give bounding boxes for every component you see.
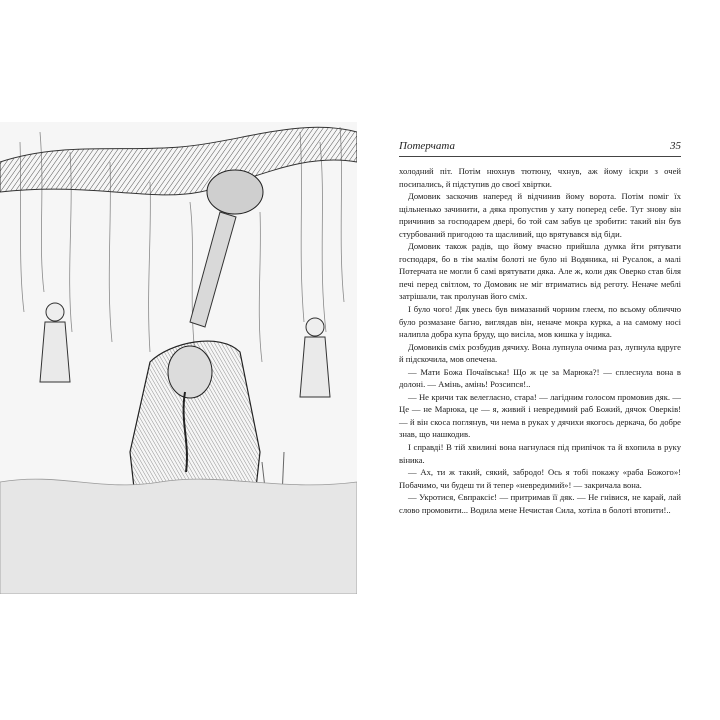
paragraph: І було чого! Дяк увесь був вимазаний чорним глеєм, по всьому обличчю було розмазане багно, виглядав він, неначе мокра курка, а на самому носі налипла добра купа бруду, що висіла, мов кишка у індика.	[399, 304, 681, 340]
paragraph: Домовик також радів, що йому вчасно прийшла думка йти рятувати господаря, бо в тім малім болоті не було ні Водяника, ні Русалок, а малі Потерчата не могли б самі врятувати дяка. Але ж, коли дяк Оверко став біля печі перед світлом, то Домовик не міг втриматись від реготу. Неначе меблі затрішали, так пролунав його сміх.	[399, 241, 681, 302]
paragraph: — Не кричи так велегласно, стара! — лагідним голосом промовив дяк. — Це — не Марюка, це — я, живий і невредимий раб Божий, дячок Оверків! — й він скоса поглянув, чи нема в руках у дячихи якогось деркача, бо добре знав, що нашкодив.	[399, 391, 681, 440]
paragraph: — Укротися, Євпраксіє! — притримав її дяк. — Не гнівися, не карай, лай слово промовити... Водила мене Нечистая Сила, хотіла в болоті втопити!..	[399, 492, 681, 515]
paragraph: Домовик заскочив наперед й відчинив йому ворота. Потім поміг їх щільненько зачинити, а дяка пропустив у хату поперед себе. Тут знову він причинив за господарем двері, бо той сам забув це зробити: такий він був стурбований пригодою та щасливий, що врятувався від біди.	[399, 191, 681, 239]
paragraph: — Мати Божа Почаївська! Що ж це за Марюка?! — сплеснула вона в долоні. — Амінь, амінь! Розсипся!..	[399, 366, 681, 390]
paragraph: холодний піт. Потім нюхнув тютюну, чхнув, аж йому іскри з очей посипались, й підступив до своєї хвіртки.	[399, 166, 681, 189]
domovyk-figure	[207, 170, 263, 214]
paragraph: — Ах, ти ж такий, сякий, забродо! Ось я тобі покажу «раба Божого»! Побачимо, чи будеш ти й тепер «невредимий»! — закричала вона.	[399, 467, 681, 490]
running-head	[399, 138, 681, 157]
illustration-drawing	[0, 122, 357, 594]
body-text	[399, 165, 681, 516]
paragraph: Домовиків сміх розбудив дячиху. Вона лупнула очима раз, лупнула вдруге й підскочила, мов опечена.	[399, 341, 681, 365]
illustration	[0, 122, 357, 594]
swamp-water	[0, 479, 357, 594]
paragraph: І справді! В тій хвилині вона нагнулася під припічок та й вхопила в руку віника.	[399, 442, 681, 465]
page-number: 35	[670, 140, 681, 152]
text-page	[399, 138, 681, 516]
running-title: Потерчата	[399, 140, 455, 152]
